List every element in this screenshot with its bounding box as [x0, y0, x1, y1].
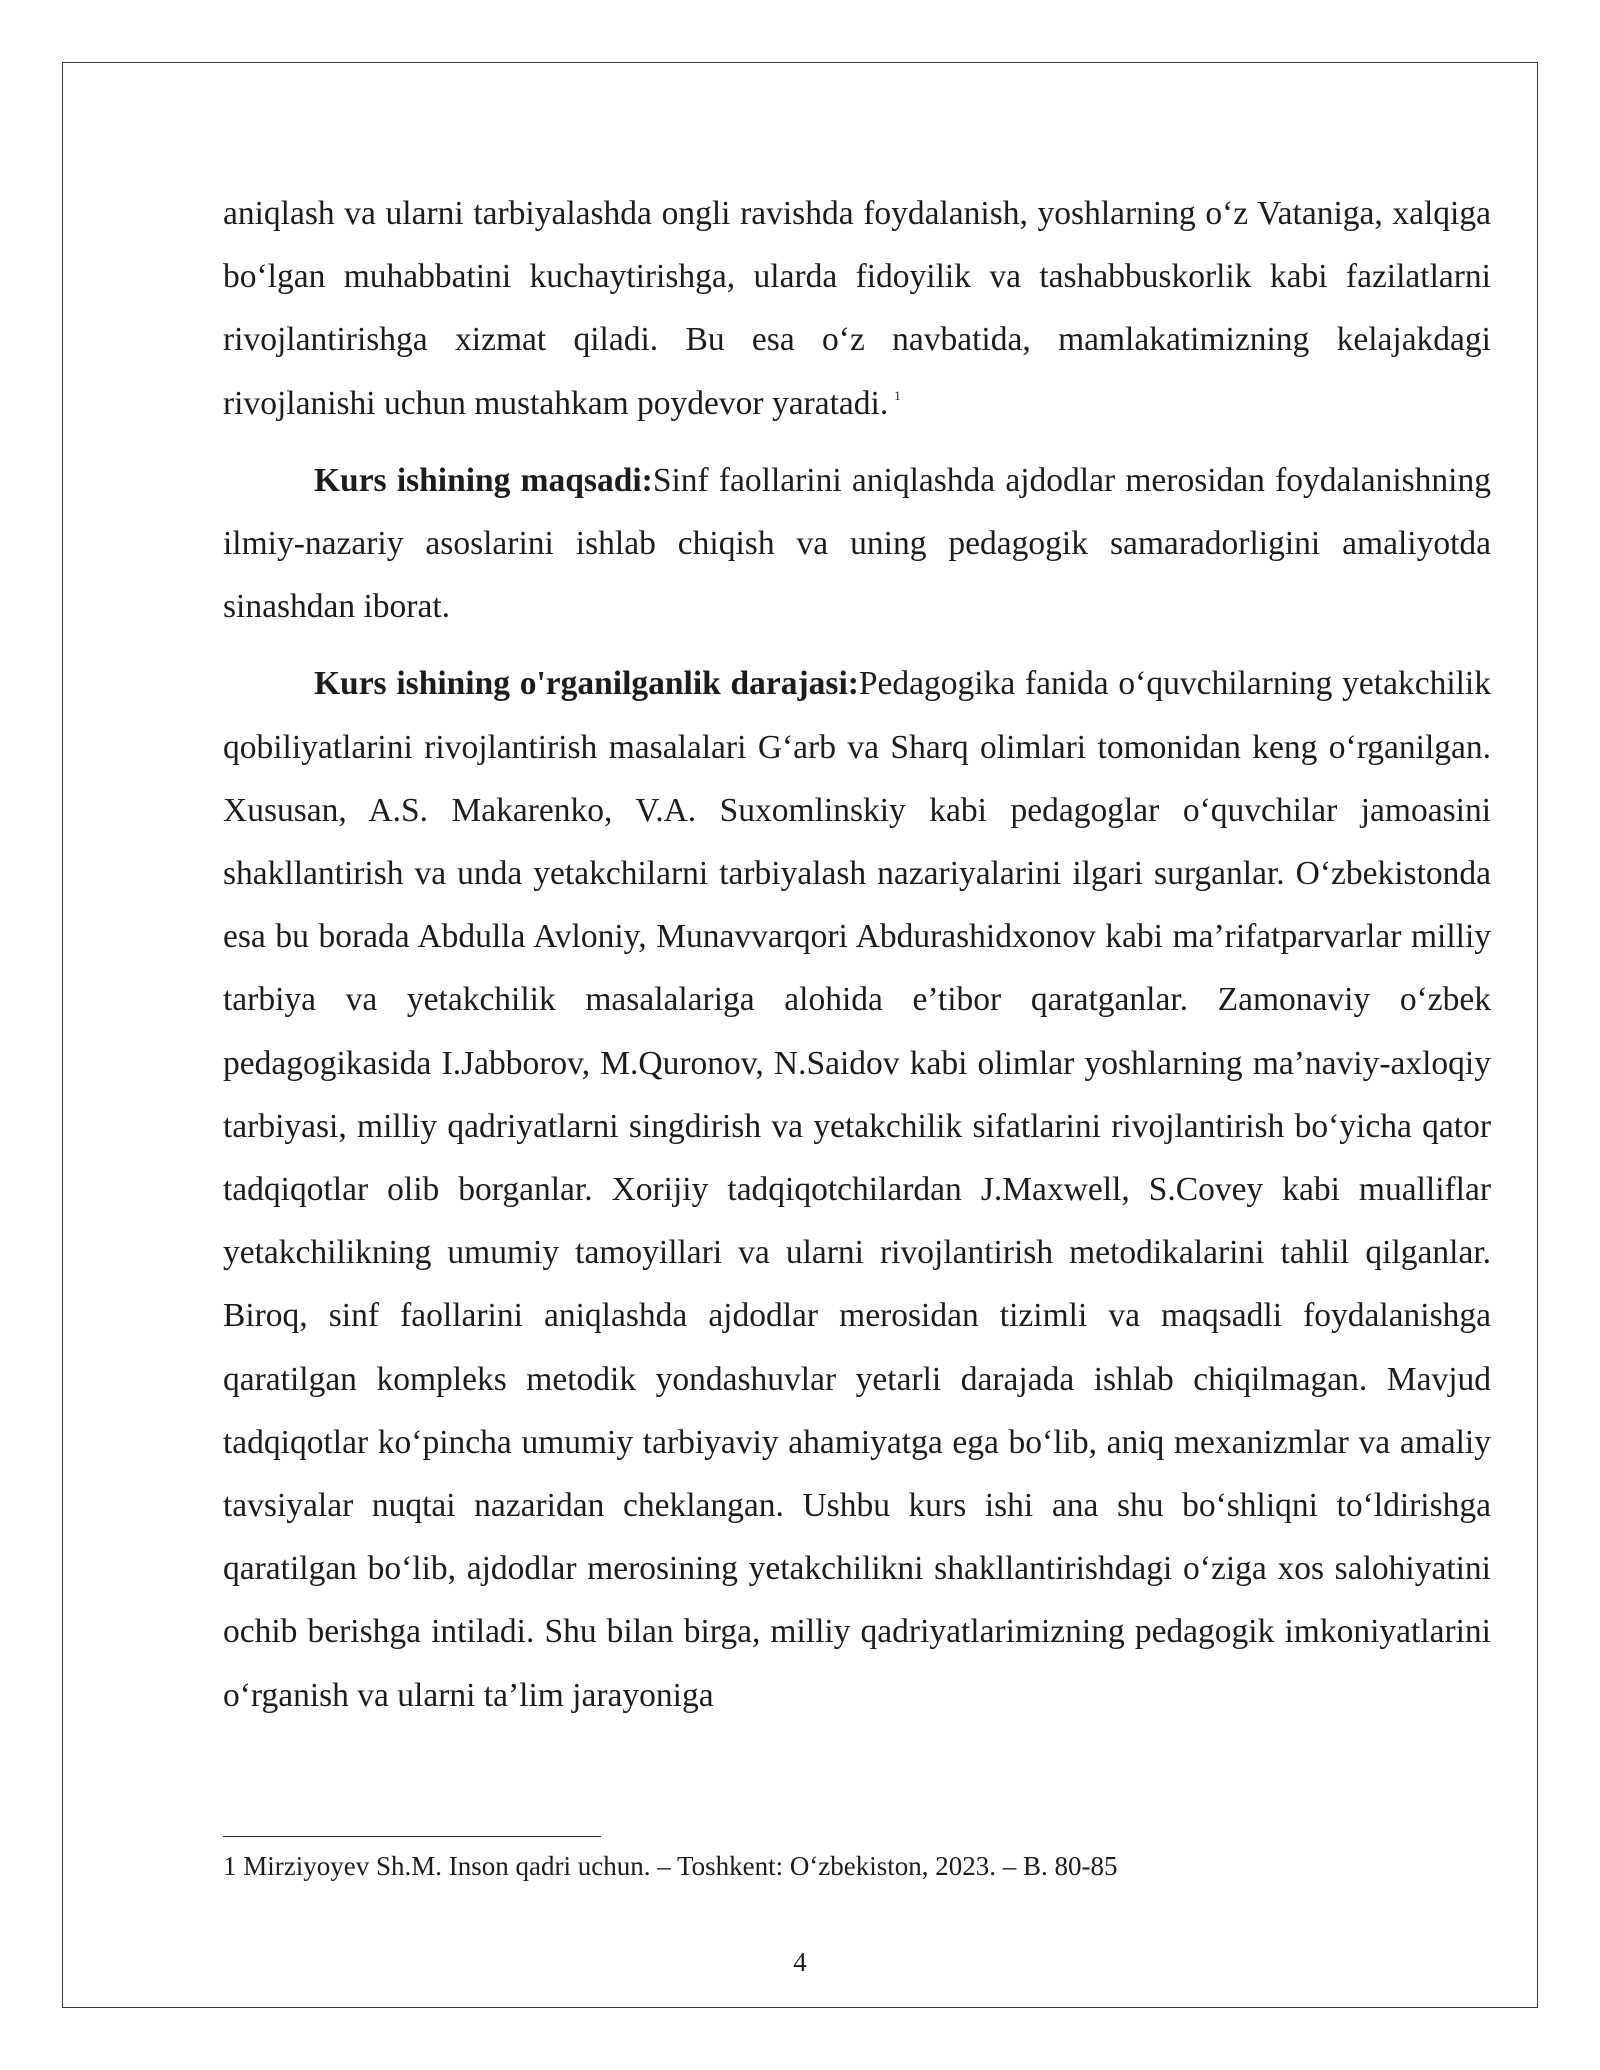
footnote: [223, 1848, 1491, 1884]
paragraph-1: [223, 182, 1491, 435]
study-level-heading: Kurs ishining o'rganilganlik darajasi:: [314, 665, 859, 703]
paragraph-goal: [223, 449, 1491, 639]
footnote-number: 1: [223, 1851, 237, 1881]
footnote-text: Mirziyoyev Sh.M. Inson qadri uchun. – Toshkent: O‘zbekiston, 2023. – B. 80-85: [243, 1851, 1118, 1881]
footnote-separator: [223, 1836, 601, 1837]
paragraph-study-level: [223, 652, 1491, 1726]
body-text: [223, 182, 1491, 1741]
paragraph-1-text: aniqlash va ularni tarbiyalashda ongli ravishda foydalanish, yoshlarning o‘z Vataniga, xalqiga bo‘lgan muhabbatini kuchaytirishga, ularda fidoyilik va tashabbuskorlik kabi fazilatlarni rivojlantirishga xizmat qiladi. Bu esa o‘z navbatida, mamlakatimizning kelajakdagi rivojlanishi uchun mustahkam poydevor yaratadi.: [223, 195, 1491, 422]
footnote-reference[interactable]: 1: [894, 387, 901, 403]
page-number: 4: [793, 1947, 807, 1977]
goal-text: Sinf faollarini aniqlashda ajdodlar merosidan foydalanishning ilmiy-nazariy asoslarini ishlab chiqish va uning pedagogik samaradorligini amaliyotda sinashdan iborat.: [223, 461, 1491, 626]
study-level-text: Pedagogika fanida o‘quvchilarning yetakchilik qobiliyatlarini rivojlantirish masalalari G‘arb va Sharq olimlari tomonidan keng o‘rganilgan. Xususan, A.S. Makarenko, V.A. Suxomlinskiy kabi pedagoglar o‘quvchilar jamoasini shakllantirish va unda yetakchilarni tarbiyalash nazariyalarini ilgari surganlar. O‘zbekistonda esa bu borada Abdulla Avloniy, Munavvarqori Abdurashidxonov kabi ma’rifatparvarlar milliy tarbiya va yetakchilik masalalariga alohida e’tibor qaratganlar. Zamonaviy o‘zbek pedagogikasida I.Jabborov, M.Quronov, N.Saidov kabi olimlar yoshlarning ma’naviy-axloqiy tarbiyasi, milliy qadriyatlarni singdirish va yetakchilik sifatlarini rivojlantirish bo‘yicha qator tadqiqotlar olib borganlar. Xorijiy tadqiqotchilardan J.Maxwell, S.Covey kabi mualliflar yetakchilikning umumiy tamoyillari va ularni rivojlantirish metodikalarini tahlil qilganlar. Biroq, sinf faollarini aniqlashda ajdodlar merosidan tizimli va maqsadli foydalanishga qaratilgan kompleks metodik yondashuvlar yetarli darajada ishlab chiqilmagan. Mavjud tadqiqotlar ko‘pincha umumiy tarbiyaviy ahamiyatga ega bo‘lib, aniq mexanizmlar va amaliy tavsiyalar nuqtai nazaridan cheklangan. Ushbu kurs ishi ana shu bo‘shliqni to‘ldirishga qaratilgan bo‘lib, ajdodlar merosining yetakchilikni shakllantirishdagi o‘ziga xos salohiyatini ochib berishga intiladi. Shu bilan birga, milliy qadriyatlarimizning pedagogik imkoniyatlarini o‘rganish va ularni ta’lim jarayoniga: [223, 665, 1491, 1714]
goal-heading: Kurs ishining maqsadi:: [314, 461, 653, 499]
